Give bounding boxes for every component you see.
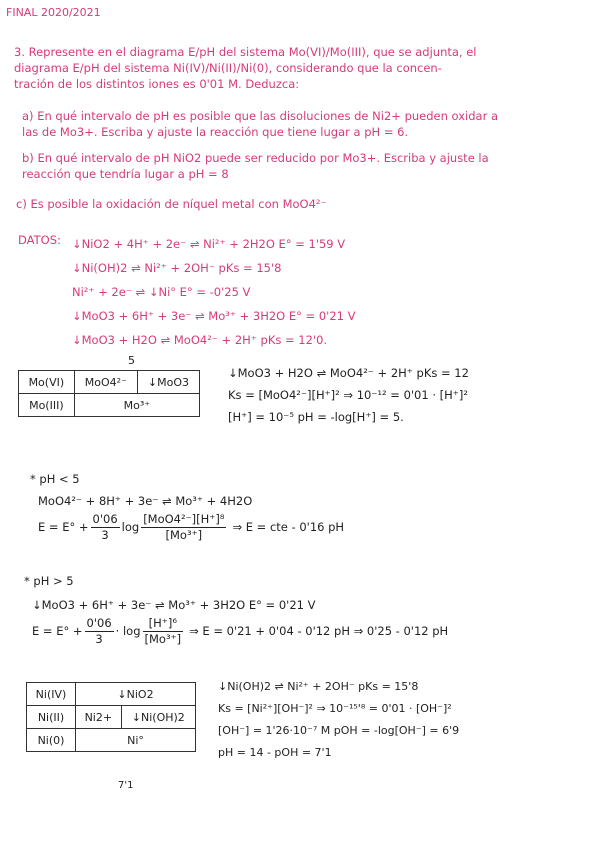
question-a-line: las de Mo3+. Escriba y ajuste la reacción que tiene lugar a pH = 6. — [22, 125, 409, 139]
denominator: [Mo³⁺] — [144, 632, 182, 646]
intro-line: diagrama E/pH del sistema Ni(IV)/Ni(II)/Ni(0), considerando que la concen- — [14, 61, 442, 75]
ph-lt5-reaction: MoO4²⁻ + 8H⁺ + 3e⁻ ⇌ Mo³⁺ + 4H2O — [38, 494, 253, 508]
ni-cell: ↓NiO2 — [76, 683, 196, 706]
ph-gt5-reaction: ↓MoO3 + 6H⁺ + 3e⁻ ⇌ Mo³⁺ + 3H2O E° = 0'21 V — [32, 598, 316, 612]
mo-cell: Mo³⁺ — [74, 394, 199, 417]
question-a-line: a) En qué intervalo de pH es posible que las disoluciones de Ni2+ pueden oxidar a — [22, 109, 499, 123]
ni-calc-line: ↓Ni(OH)2 ⇌ Ni²⁺ + 2OH⁻ pKs = 15'8 — [218, 680, 419, 693]
numerator: 0'06 — [86, 616, 112, 630]
question-c: c) Es posible la oxidación de níquel metal con MoO4²⁻ — [16, 197, 327, 211]
mo-calc-line: Ks = [MoO4²⁻][H⁺]² ⇒ 10⁻¹² = 0'01 · [H⁺]² — [228, 388, 468, 402]
datos-line: ↓NiO2 + 4H⁺ + 2e⁻ ⇌ Ni²⁺ + 2H2O E° = 1'59 V — [72, 237, 346, 251]
mo-calc-line: [H⁺] = 10⁻⁵ pH = -log[H⁺] = 5. — [228, 410, 404, 424]
datos-list — [72, 232, 355, 352]
eq-result: ⇒ E = 0'21 + 0'04 - 0'12 pH ⇒ 0'25 - 0'12 pH — [189, 624, 449, 638]
log-label: log — [121, 520, 140, 534]
mo-diagram-table — [18, 370, 200, 417]
ph-lt5-title: * pH < 5 — [30, 472, 80, 486]
ph-lt5-equation — [38, 512, 344, 543]
mo-calc-line: ↓MoO3 + H2O ⇌ MoO4²⁻ + 2H⁺ pKs = 12 — [228, 366, 469, 380]
ni-table-bottom-label: 7'1 — [118, 780, 134, 791]
fraction — [143, 616, 184, 647]
question-b-line: b) En qué intervalo de pH NiO2 puede ser reducido por Mo3+. Escriba y ajuste la — [22, 151, 489, 165]
fraction — [85, 616, 114, 647]
ni-cell: Ni(IV) — [27, 683, 76, 706]
ni-calc — [218, 676, 459, 764]
question-b-line: reacción que tendría lugar a pH = 8 — [22, 167, 229, 181]
eq-prefix: E = E° + — [38, 520, 89, 534]
ni-calc-line: [OH⁻] = 1'26·10⁻⁷ M pOH = -log[OH⁻] = 6'9 — [218, 724, 460, 737]
numerator: 0'06 — [92, 512, 118, 526]
denominator: [Mo³⁺] — [165, 528, 203, 542]
intro-line: 3. Represente en el diagrama E/pH del sistema Mo(VI)/Mo(III), que se adjunta, el — [14, 45, 477, 59]
mo-table-top-label: 5 — [128, 354, 135, 367]
datos-label: DATOS: — [18, 233, 61, 247]
denominator: 3 — [101, 528, 109, 542]
question-a — [22, 108, 498, 140]
datos-line: Ni²⁺ + 2e⁻ ⇌ ↓Ni° E° = -0'25 V — [72, 285, 251, 299]
datos-line: ↓MoO3 + 6H⁺ + 3e⁻ ⇌ Mo³⁺ + 3H2O E° = 0'21 V — [72, 309, 356, 323]
ni-calc-line: Ks = [Ni²⁺][OH⁻]² ⇒ 10⁻¹⁵'⁸ = 0'01 · [OH⁻]² — [218, 702, 452, 715]
ni-diagram-table — [26, 682, 196, 752]
ni-cell: Ni2+ — [76, 706, 122, 729]
datos-line: ↓MoO3 + H2O ⇌ MoO4²⁻ + 2H⁺ pKs = 12'0. — [72, 333, 328, 347]
mo-cell: Mo(VI) — [19, 371, 75, 394]
ni-cell: Ni° — [76, 729, 196, 752]
denominator: 3 — [95, 632, 103, 646]
log-label: · log — [115, 624, 141, 638]
intro-line: tración de los distintos iones es 0'01 M. Deduzca: — [14, 77, 300, 91]
mo-calc — [228, 362, 469, 428]
ph-gt5-equation — [32, 616, 448, 647]
question-b — [22, 150, 489, 182]
ni-cell: Ni(II) — [27, 706, 76, 729]
ph-gt5-title: * pH > 5 — [24, 574, 74, 588]
ni-calc-line: pH = 14 - pOH = 7'1 — [218, 746, 332, 759]
datos-line: ↓Ni(OH)2 ⇌ Ni²⁺ + 2OH⁻ pKs = 15'8 — [72, 261, 282, 275]
page-header: FINAL 2020/2021 — [6, 6, 101, 19]
numerator: [MoO4²⁻][H⁺]⁸ — [143, 512, 225, 526]
mo-cell: Mo(III) — [19, 394, 75, 417]
numerator: [H⁺]⁶ — [143, 616, 184, 632]
question-intro — [14, 44, 477, 92]
eq-result: ⇒ E = cte - 0'16 pH — [232, 520, 345, 534]
ni-cell: Ni(0) — [27, 729, 76, 752]
mo-cell: MoO4²⁻ — [74, 371, 137, 394]
fraction — [91, 512, 120, 543]
mo-cell: ↓MoO3 — [137, 371, 199, 394]
ni-cell: ↓Ni(OH)2 — [121, 706, 195, 729]
fraction — [141, 512, 226, 543]
eq-prefix: E = E° + — [32, 624, 83, 638]
